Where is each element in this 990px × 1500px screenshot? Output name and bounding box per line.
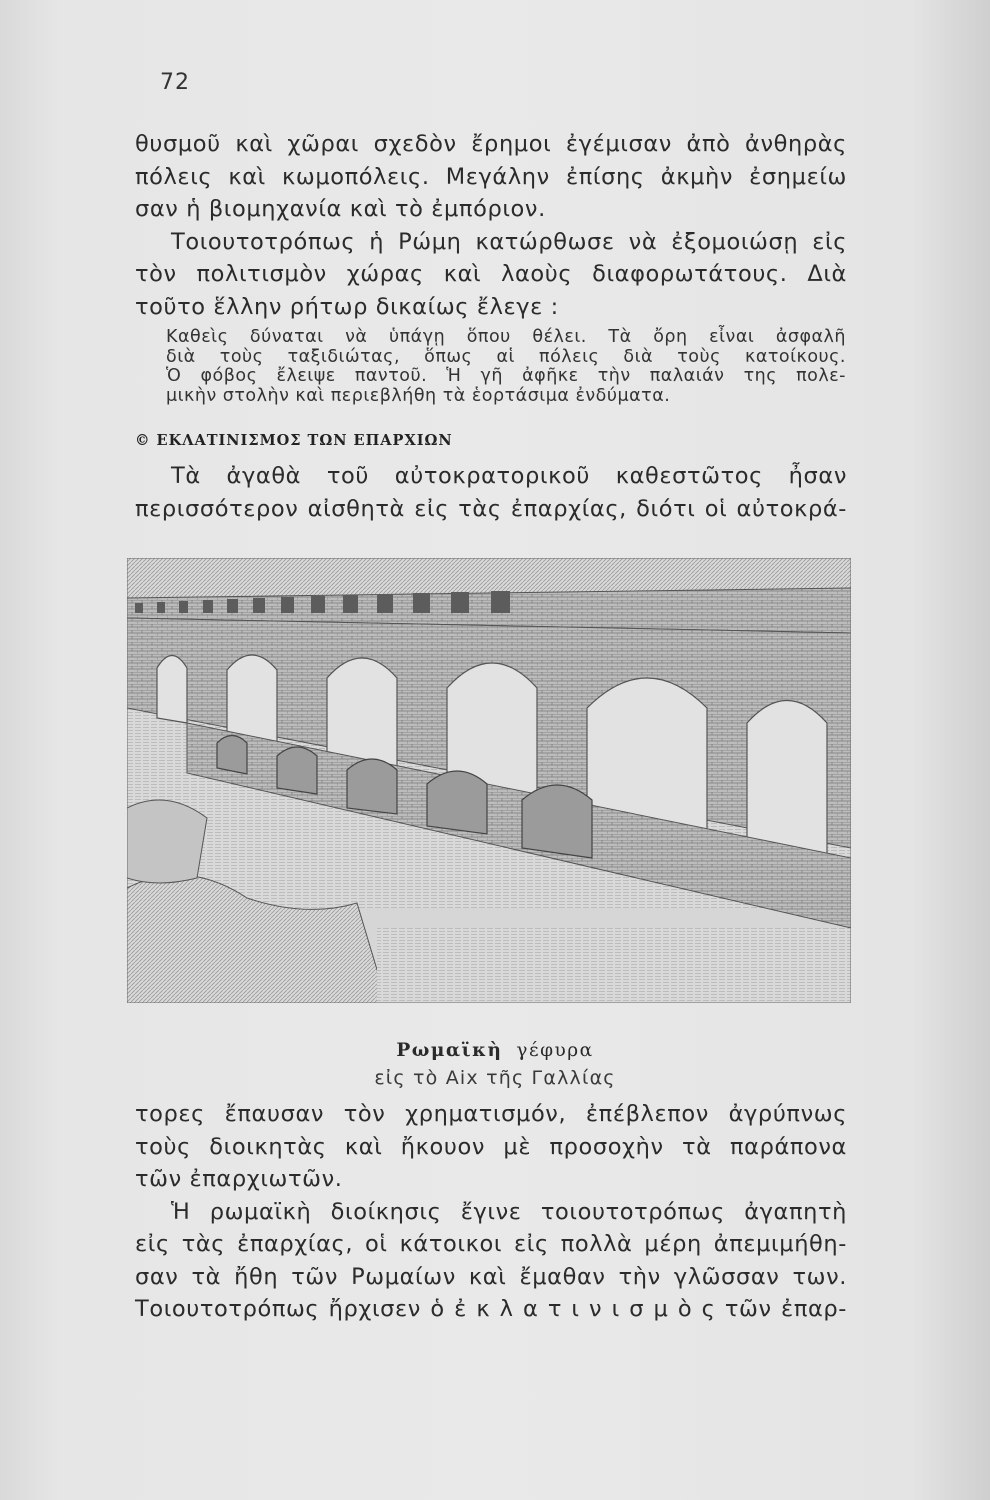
text-line: σαν τὰ ἤθη τῶν Ρωμαίων καὶ ἔμαθαν τὴν γλῶσσαν των. [135,1263,847,1290]
quote-line: Καθεὶς δύναται νὰ ὑπάγῃ ὅπου θέλει. Τὰ ὄρη εἶναι ἀσφαλῆ [166,327,846,347]
caption-title: γέφυρα [516,1040,594,1061]
text-line: Τοιουτοτρόπως ἤρχισεν ὁ ἐ κ λ α τ ι ν ι σ μ ὸ ς τῶν ἐπαρ- [135,1296,847,1322]
caption-title-bold: Ρωμαϊκὴ [396,1040,503,1061]
section-heading: © ΕΚΛΑΤΙΝΙΣΜΟΣ ΤΩΝ ΕΠΑΡΧΙΩΝ [135,432,453,449]
aqueduct-engraving [127,558,851,1003]
figure-caption-title [0,1040,990,1061]
quote-line: διὰ τοὺς ταξιδιώτας, ὅπως αἱ πόλεις διὰ τοὺς κατοίκους. [166,346,846,367]
top-paragraph [135,128,847,323]
text-line: θυσμοῦ καὶ χῶραι σχεδὸν ἔρημοι ἐγέμισαν ἀπὸ ἀνθηρὰς [135,131,847,157]
quote-line: μικὴν στολὴν καὶ περιεβλήθη τὰ ἑορτάσιμα ἐνδύματα. [166,385,671,406]
text-line: τοῦτο ἕλλην ρήτωρ δικαίως ἔλεγε : [135,293,559,320]
text-line: τορες ἔπαυσαν τὸν χρηματισμόν, ἐπέβλεπον ἀγρύπνως [135,1101,847,1127]
figure-caption-subtitle: εἰς τὸ Aix τῆς Γαλλίας [374,1067,616,1089]
text-line: πόλεις καὶ κωμοπόλεις. Μεγάλην ἐπίσης ἀκμὴν ἐσημείω [135,163,847,190]
text-line: τῶν ἐπαρχιωτῶν. [135,1166,343,1192]
quote-line: Ὁ φόβος ἔλειψε παντοῦ. Ἡ γῆ ἀφῆκε τὴν παλαιάν της πολε- [166,366,846,386]
block-quote [166,328,846,406]
bottom-paragraph [135,1098,847,1326]
page-number: 72 [160,70,190,95]
text-line: Τοιουτοτρόπως ἡ Ρώμη κατώρθωσε νὰ ἐξομοιώσῃ εἰς [171,228,847,255]
text-line: τὸν πολιτισμὸν χώρας καὶ λαοὺς διαφορωτάτους. Διὰ [135,261,847,287]
text-line: περισσότερον αἰσθητὰ εἰς τὰς ἐπαρχίας, διότι οἱ αὐτοκρά- [135,495,847,522]
text-line: Ἡ ρωμαϊκὴ διοίκησις ἔγινε τοιουτοτρόπως ἀγαπητὴ [171,1198,847,1225]
text-line: σαν ἡ βιομηχανία καὶ τὸ ἐμπόριον. [135,196,546,222]
section-intro [135,460,847,525]
text-line: Τὰ ἀγαθὰ τοῦ αὐτοκρατορικοῦ καθεστῶτος ἦσαν [171,463,847,489]
text-line: τοὺς διοικητὰς καὶ ἤκουον μὲ προσοχὴν τὰ παράπονα [135,1133,847,1160]
text-line: εἰς τὰς ἐπαρχίας, οἱ κάτοικοι εἰς πολλὰ μέρη ἀπεμιμήθη- [135,1231,847,1257]
